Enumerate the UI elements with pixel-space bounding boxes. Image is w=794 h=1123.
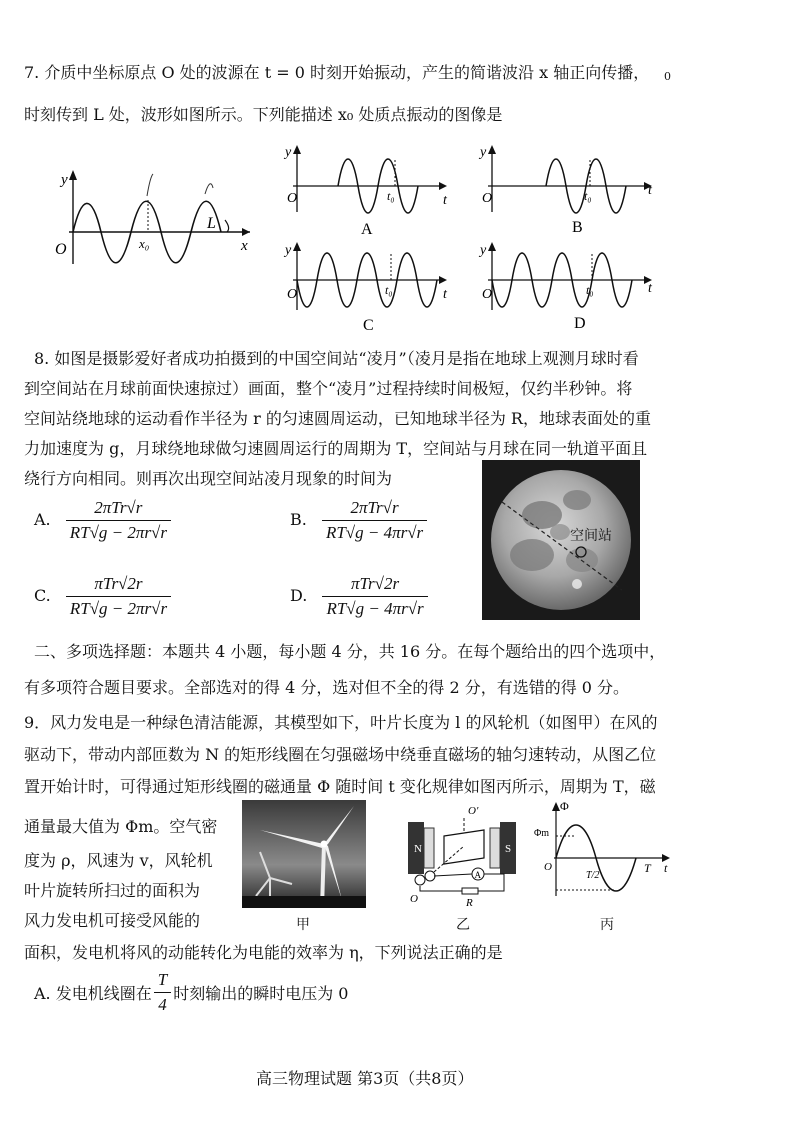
coil <box>444 830 484 864</box>
q9-side-line3: 叶片旋转所扫过的面积为 <box>24 881 201 900</box>
y-arrow <box>69 170 77 180</box>
moon-crater <box>572 579 582 589</box>
fig-yi-label: 乙 <box>456 917 470 933</box>
opt-t-label: t <box>443 287 447 302</box>
origin-label: O <box>55 241 67 258</box>
pole-S <box>490 828 500 868</box>
fig-jia-label: 甲 <box>296 917 310 933</box>
S-label: S <box>505 843 512 855</box>
fraction-denominator: RT√g − 2πr√r <box>69 523 167 542</box>
turbine-hub <box>321 841 328 848</box>
ammeter-label: A <box>474 870 481 880</box>
q9-side-line1: 通量最大值为 Φm。空气密 <box>24 817 218 836</box>
phi-arrow <box>552 802 560 811</box>
slip-ring <box>415 875 425 885</box>
fraction-denominator: RT√g − 4πr√r <box>325 523 424 542</box>
q7-option-A-graph <box>283 142 453 242</box>
L-bracket <box>225 220 229 232</box>
fraction-denominator: RT√g − 4πr√r <box>326 599 424 618</box>
q8-line4: 力加速度为 g，月球绕地球做匀速圆周运行的周期为 T，空间站与月球在同一轨道平面且 <box>24 439 648 458</box>
q9-line2: 驱动下，带动内部匝数为 N 的矩形线圈在匀强磁场中绕垂直磁场的轴匀速转动，从图乙位 <box>24 745 657 764</box>
N-label: N <box>414 843 422 855</box>
q7-option-C-graph[interactable] <box>283 240 453 336</box>
q7-line1-tail: 0 <box>664 70 671 83</box>
q7-line2: 时刻传到 L 处，波形如图所示。下列能描述 x₀ 处质点振动的图像是 <box>24 105 503 124</box>
moon-mare <box>510 539 554 571</box>
x-arrow <box>242 228 250 236</box>
y-label: y <box>61 172 68 188</box>
q7-main-wave-figure <box>55 160 255 270</box>
q7-option-B-graph[interactable] <box>478 142 658 242</box>
ground <box>242 896 366 908</box>
L-label: L <box>207 215 216 232</box>
q9-line1: 9．风力发电是一种绿色清洁能源，其模型如下，叶片长度为 l 的风轮机（如图甲）在风的 <box>24 713 658 732</box>
phi-label: Φ <box>560 800 569 813</box>
section2-line2: 有多项符合题目要求。全部选对的得 4 分，选对但不全的得 2 分，有选错的得 0 分。 <box>24 678 630 697</box>
slip-ring <box>425 871 435 881</box>
option-C-letter[interactable]: C <box>363 317 374 334</box>
q8-option-B[interactable] <box>290 496 427 545</box>
pole-N <box>424 828 434 868</box>
moon-mare <box>550 524 570 540</box>
option-letter: D. <box>290 586 308 605</box>
q8-option-C[interactable] <box>34 572 171 621</box>
opt-t0-label: t₀ <box>584 189 592 203</box>
fraction-numerator: 2πTr√r <box>66 496 171 521</box>
page-footer: 高三物理试题 第3页（共8页） <box>256 1069 474 1088</box>
sketch-mark <box>147 174 153 196</box>
option-letter: C. <box>34 586 51 605</box>
moon-mare <box>563 490 591 510</box>
x0-label: x₀ <box>139 236 150 251</box>
fraction-denominator: RT√g − 2πr√r <box>69 599 168 618</box>
fraction-numerator: T <box>154 968 171 993</box>
half-period-label: T/2 <box>586 870 600 881</box>
q7-line1: 7. 介质中坐标原点 O 处的波源在 t = 0 时刻开始振动，产生的简谐波沿 x 轴正向传播， <box>24 63 650 82</box>
axis-line <box>434 846 464 872</box>
q8-option-A[interactable] <box>34 496 171 545</box>
origin-label: O <box>544 861 552 873</box>
fraction-denominator: 4 <box>158 995 167 1014</box>
fig-bing-label: 丙 <box>600 917 614 933</box>
q9-side-line4: 风力发电机可接受风能的 <box>24 911 201 930</box>
opt-t0-label: t₀ <box>387 189 395 203</box>
option-letter: A. <box>34 510 51 529</box>
opt-t-label: t <box>648 281 652 296</box>
wind-turbine-photo <box>242 800 366 908</box>
t-label: t <box>664 861 668 875</box>
q8-line3: 空间站绕地球的运动看作半径为 r 的匀速圆周运动，已知地球半径为 R，地球表面处的重 <box>24 409 651 428</box>
opt-y-label: y <box>480 243 487 258</box>
opt-t-label: t <box>443 193 447 208</box>
q8-option-D[interactable] <box>290 572 428 621</box>
q9-line3: 置开始计时，可得通过矩形线圈的磁通量 Φ 随时间 t 变化规律如图丙所示，周期为 T，磁 <box>24 777 656 796</box>
option-text: A. 发电机线圈在 <box>34 984 152 1003</box>
fraction-numerator: πTr√2r <box>322 572 427 597</box>
q8-line2: 到空间站在月球前面快速掠过）画面，整个“凌月”过程持续时间极短，仅约半秒钟。将 <box>24 379 633 398</box>
opt-origin-label: O <box>287 191 298 206</box>
opt-t0-label: t₀ <box>586 283 594 297</box>
T-label: T <box>644 861 651 875</box>
O-label: O <box>410 893 418 905</box>
opt-origin-label: O <box>482 191 493 206</box>
option-D-letter[interactable]: D <box>574 315 586 332</box>
moon-photo <box>482 460 640 620</box>
option-letter: B. <box>290 510 307 529</box>
opt-origin-label: O <box>482 287 493 302</box>
opt-t0-label: t₀ <box>385 283 393 297</box>
station-label: 空间站 <box>570 529 612 544</box>
fraction-numerator: πTr√2r <box>66 572 171 597</box>
R-label: R <box>466 897 473 909</box>
generator-schematic <box>404 800 520 910</box>
q8-line1: 8. 如图是摄影爱好者成功拍摄到的中国空间站“凌月”（凌月是指在地球上观测月球时看 <box>34 349 639 368</box>
resistor <box>462 888 478 894</box>
option-text: 时刻输出的瞬时电压为 0 <box>173 984 349 1003</box>
q9-line-after: 面积，发电机将风的动能转化为电能的效率为 η，下列说法正确的是 <box>24 943 503 962</box>
opt-y-label: y <box>480 145 487 160</box>
option-B-letter[interactable]: B <box>572 219 583 236</box>
q9-side-line2: 度为 ρ，风速为 v，风轮机 <box>24 851 213 870</box>
phim-label: Φm <box>534 828 550 839</box>
fraction-numerator: 2πTr√r <box>322 496 427 521</box>
opt-y-label: y <box>285 243 292 258</box>
option-A-letter[interactable]: A <box>361 221 373 238</box>
section2-line1: 二、多项选择题：本题共 4 小题，每小题 4 分，共 16 分。在每个题给出的四个选项中， <box>34 642 666 661</box>
opt-origin-label: O <box>287 287 298 302</box>
flux-time-graph <box>534 800 674 908</box>
opt-y-label: y <box>285 145 292 160</box>
q8-line5: 绕行方向相同。则再次出现空间站凌月现象的时间为 <box>24 469 393 488</box>
x-label: x <box>241 238 248 254</box>
O-prime-label: O′ <box>468 805 479 817</box>
opt-t-label: t <box>648 183 652 198</box>
q9-option-A[interactable] <box>34 968 348 1017</box>
q7-option-D-graph[interactable] <box>478 240 658 336</box>
sketch-mark <box>205 184 213 194</box>
